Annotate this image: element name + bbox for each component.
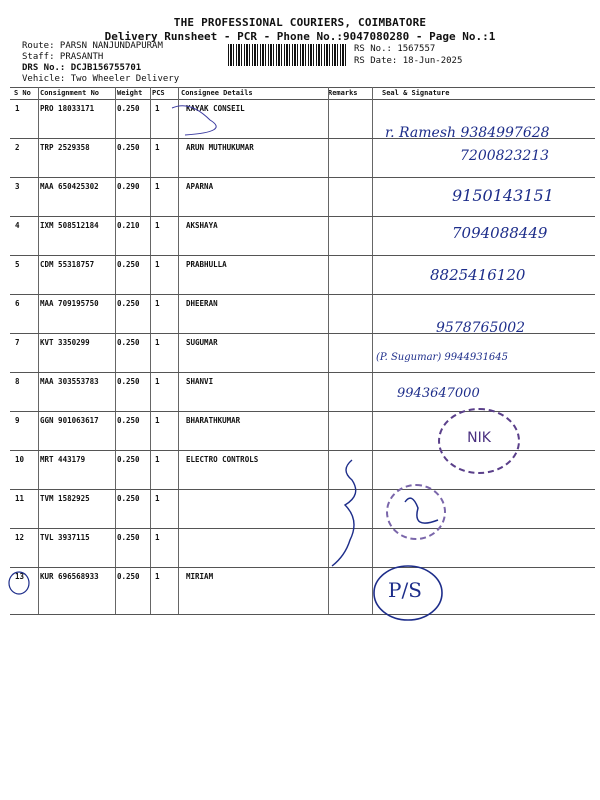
row-consignment: MRT 443179 xyxy=(40,455,86,464)
row-weight: 0.250 xyxy=(117,494,140,503)
row-pcs: 1 xyxy=(155,416,160,425)
row-weight: 0.250 xyxy=(117,260,140,269)
row-weight: 0.250 xyxy=(117,572,140,581)
row-weight: 0.250 xyxy=(117,143,140,152)
row-consignee: SHANVI xyxy=(186,377,214,386)
row-pcs: 1 xyxy=(155,338,160,347)
drs-label: DRS No.: DCJB156755701 xyxy=(22,63,142,73)
staff-label: Staff: PRASANTH xyxy=(22,52,104,62)
header-pcs: PCS xyxy=(152,89,165,97)
row-consignment: PRO 18033171 xyxy=(40,104,95,113)
row-weight: 0.250 xyxy=(117,299,140,308)
header-consignment: Consignment No xyxy=(40,89,100,97)
row-weight: 0.250 xyxy=(117,104,140,113)
row-pcs: 1 xyxy=(155,221,160,230)
row-consignee: APARNA xyxy=(186,182,214,191)
stamp-text: NIK xyxy=(467,430,491,446)
row-sno: 12 xyxy=(15,533,25,542)
row-sno: 1 xyxy=(15,104,20,113)
row-sno: 7 xyxy=(15,338,20,347)
row-pcs: 1 xyxy=(155,533,160,542)
signature-handwriting: r. Ramesh 9384997628 xyxy=(385,125,550,141)
row-pcs: 1 xyxy=(155,104,160,113)
row-pcs: 1 xyxy=(155,182,160,191)
signature-handwriting: 8825416120 xyxy=(430,266,526,284)
pen-stroke xyxy=(172,106,216,135)
signature-handwriting: 9943647000 xyxy=(397,386,480,401)
runsheet-title: Delivery Runsheet - PCR - Phone No.:9047080280 - Page No.:1 xyxy=(104,30,496,43)
row-consignment: TRP 2529358 xyxy=(40,143,90,152)
row-sno: 6 xyxy=(15,299,20,308)
row-weight: 0.250 xyxy=(117,533,140,542)
row-sno: 10 xyxy=(15,455,25,464)
header-weight: Weight xyxy=(117,89,143,97)
signature-handwriting: 7200823213 xyxy=(460,148,550,164)
header-seal: Seal & Signature xyxy=(382,89,450,97)
row-consignee: DHEERAN xyxy=(186,299,218,308)
row-sno: 3 xyxy=(15,182,20,191)
row-sno: 8 xyxy=(15,377,20,386)
row-weight: 0.250 xyxy=(117,377,140,386)
bracket-scribble xyxy=(332,460,356,566)
signature-handwriting: 9578765002 xyxy=(436,320,526,336)
row-sno: 11 xyxy=(15,494,25,503)
row-consignee: AKSHAYA xyxy=(186,221,218,230)
row-sno: 4 xyxy=(15,221,20,230)
row-consignment: IXM 508512184 xyxy=(40,221,99,230)
row-sno: 9 xyxy=(15,416,20,425)
signature-stroke xyxy=(405,498,438,523)
row-consignment: TVM 1582925 xyxy=(40,494,90,503)
row-consignee: KAYAK CONSEIL xyxy=(186,104,245,113)
rs-number: RS No.: 1567557 xyxy=(354,44,436,54)
signature-handwriting: 7094088449 xyxy=(452,224,548,242)
row-consignee: PRABHULLA xyxy=(186,260,227,269)
row-consignment: KUR 696568933 xyxy=(40,572,99,581)
row-pcs: 1 xyxy=(155,143,160,152)
row-sno: 2 xyxy=(15,143,20,152)
row-weight: 0.290 xyxy=(117,182,140,191)
row-consignee: MIRIAM xyxy=(186,572,214,581)
header-consignee: Consignee Details xyxy=(181,89,253,97)
rs-date: RS Date: 18-Jun-2025 xyxy=(354,56,463,66)
header-remarks: Remarks xyxy=(328,89,358,97)
row-pcs: 1 xyxy=(155,299,160,308)
row-weight: 0.210 xyxy=(117,221,140,230)
row-consignment: KVT 3350299 xyxy=(40,338,90,347)
vehicle-label: Vehicle: Two Wheeler Delivery xyxy=(22,74,180,84)
signature-handwriting: (P. Sugumar) 9944931645 xyxy=(376,352,509,363)
row-consignee: BHARATHKUMAR xyxy=(186,416,241,425)
route-label: Route: PARSN NANJUNDAPURAM xyxy=(22,41,163,51)
row-sno: 13 xyxy=(15,572,25,581)
row-pcs: 1 xyxy=(155,377,160,386)
header-sno: S No xyxy=(14,89,31,97)
row-consignment: CDM 55318757 xyxy=(40,260,95,269)
ps-handwriting: P/S xyxy=(388,578,422,602)
row-consignment: MAA 303553783 xyxy=(40,377,99,386)
row-pcs: 1 xyxy=(155,260,160,269)
row-consignee: ARUN MUTHUKUMAR xyxy=(186,143,254,152)
row-consignment: TVL 3937115 xyxy=(40,533,90,542)
row-pcs: 1 xyxy=(155,494,160,503)
row-weight: 0.250 xyxy=(117,416,140,425)
row-consignee: SUGUMAR xyxy=(186,338,218,347)
signature-handwriting: 9150143151 xyxy=(452,186,554,205)
row-weight: 0.250 xyxy=(117,455,140,464)
row-pcs: 1 xyxy=(155,455,160,464)
row-consignment: GGN 901063617 xyxy=(40,416,99,425)
company-title: THE PROFESSIONAL COURIERS, COIMBATORE xyxy=(173,16,427,29)
row-consignment: MAA 709195750 xyxy=(40,299,99,308)
row-consignee: ELECTRO CONTROLS xyxy=(186,455,259,464)
row-sno: 5 xyxy=(15,260,20,269)
circle-mark xyxy=(9,572,29,594)
row-pcs: 1 xyxy=(155,572,160,581)
row-weight: 0.250 xyxy=(117,338,140,347)
row-consignment: MAA 650425302 xyxy=(40,182,99,191)
